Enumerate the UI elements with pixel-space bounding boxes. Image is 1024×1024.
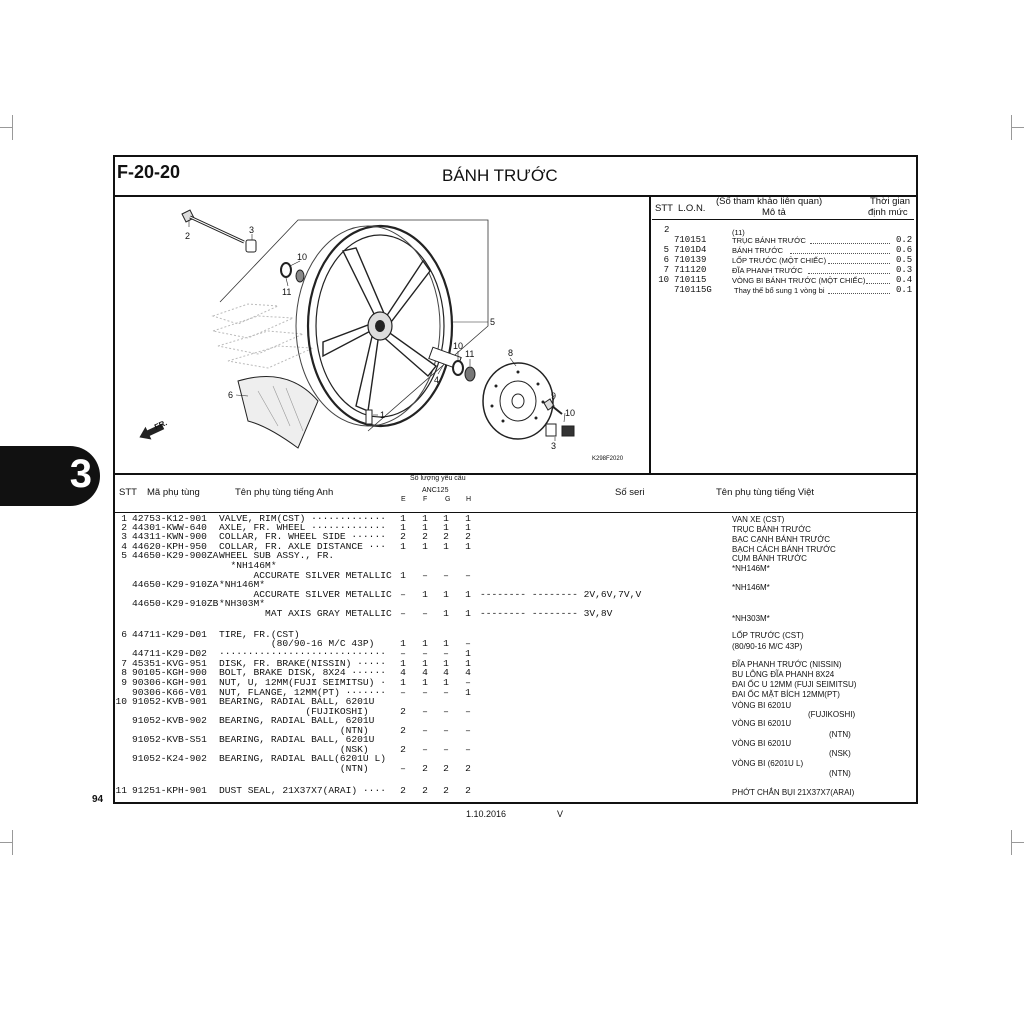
part-stt: 2: [121, 522, 127, 533]
part-name-vn: VÒNG BI 6201U: [732, 701, 792, 710]
page-number: 94: [92, 794, 104, 805]
part-qty: 2: [465, 531, 471, 542]
part-name-vn: VAN XE (CST): [732, 515, 785, 524]
part-qty: 1: [465, 541, 471, 552]
labor-stt: 6: [663, 255, 669, 265]
part-qty: 1: [443, 658, 449, 669]
part-qty: 1: [422, 522, 428, 533]
part-qty: 1: [400, 658, 406, 669]
part-qty: 4: [400, 667, 406, 678]
part-qty: –: [422, 648, 428, 659]
part-name-en: ACCURATE SILVER METALLIC: [219, 570, 392, 581]
part-name-vn: TRỤC BÁNH TRƯỚC: [732, 525, 811, 534]
labor-lon: 710151: [674, 235, 707, 245]
part-qty: 2: [400, 785, 406, 796]
labor-time: 0.1: [896, 285, 913, 295]
part-name-en: (FUJIKOSHI): [219, 706, 369, 717]
part-name-en: (80/90-16 M/C 43P): [219, 638, 375, 649]
callout-11: 11: [282, 287, 292, 297]
part-number: 45351-KVG-951: [132, 658, 207, 669]
labor-time: 0.2: [896, 235, 913, 245]
labor-leader: [828, 293, 890, 294]
part-name-vn: ĐĨA PHANH TRƯỚC (NISSIN): [732, 660, 842, 669]
callout-3: 3: [249, 225, 255, 235]
part-name-vn: BẠCH CÁCH BÁNH TRƯỚC: [732, 545, 836, 554]
part-name-vn: *NH146M*: [732, 564, 770, 573]
labor-desc: LỐP TRƯỚC (MỘT CHIẾC): [732, 256, 827, 265]
axle-nut: [562, 426, 574, 436]
parts-header-col-e: E: [401, 496, 406, 503]
crop-mark: [0, 842, 12, 843]
part-qty: –: [465, 638, 471, 649]
part-qty: –: [422, 608, 428, 619]
part-number: 44711-K29-D02: [132, 648, 207, 659]
part-qty: –: [443, 706, 449, 717]
callout-1: 1: [380, 410, 386, 420]
callout-5: 5: [490, 317, 496, 327]
parts-header-qty-title: Số lượng yêu cầu: [410, 475, 466, 482]
part-serial: -------- -------- 2V,6V,7V,V: [480, 589, 642, 600]
callout-3b: 3: [551, 441, 557, 451]
part-qty: –: [422, 725, 428, 736]
part-qty: 1: [422, 541, 428, 552]
section-tab: [0, 446, 100, 506]
crop-mark: [1012, 842, 1024, 843]
labor-lon: 710139: [674, 255, 707, 265]
part-qty: –: [422, 687, 428, 698]
section-tab-number: 3: [69, 452, 92, 496]
parts-header-name-vn: Tên phụ tùng tiếng Việt: [716, 487, 815, 498]
part-name-vn: (NTN): [829, 730, 851, 739]
divider: [649, 197, 651, 473]
labor-header-ref: (Số tham khảo liên quan): [716, 196, 823, 207]
labor-time: 0.3: [896, 265, 913, 275]
labor-stt: 7: [663, 265, 669, 275]
part-qty: 1: [422, 513, 428, 524]
part-qty: –: [465, 677, 471, 688]
part-name-en: MAT AXIS GRAY METALLIC: [219, 608, 392, 619]
part-qty: 2: [465, 785, 471, 796]
labor-header-stt: STT: [655, 203, 673, 214]
part-number: 90105-KGH-900: [132, 667, 207, 678]
labor-time: 0.4: [896, 275, 913, 285]
wheel-illustration: [118, 196, 648, 468]
labor-desc: BÁNH TRƯỚC: [732, 246, 784, 255]
labor-group-ref: (11): [732, 228, 745, 237]
part-name-vn: ĐAI ỐC U 12MM (FUJI SEIMITSU): [732, 680, 857, 689]
parts-header-serial: Số seri: [615, 487, 645, 498]
part-qty: –: [465, 744, 471, 755]
part-number: 44650-K29-900ZA: [132, 550, 219, 561]
part-qty: –: [400, 687, 406, 698]
part-qty: 1: [422, 677, 428, 688]
page-code: F-20-20: [117, 162, 181, 182]
part-name-en: DISK, FR. BRAKE(NISSIN) ·····: [219, 658, 386, 669]
parts-header-part-no: Mã phụ tùng: [147, 487, 200, 498]
parts-header-model: ANC125: [422, 487, 449, 494]
part-qty: –: [400, 648, 406, 659]
rim-valve: [366, 410, 372, 424]
part-qty: –: [443, 725, 449, 736]
part-name-en: AXLE, FR. WHEEL ·············: [219, 522, 386, 533]
part-qty: 4: [422, 667, 428, 678]
part-qty: –: [400, 763, 406, 774]
part-number: 44301-KWW-640: [132, 522, 207, 533]
labor-header-desc: Mô tả: [762, 207, 786, 218]
brake-disc: [483, 363, 553, 439]
part-qty: 1: [465, 589, 471, 600]
axle-bolt: [182, 210, 244, 242]
part-stt: 5: [121, 550, 127, 561]
part-number: 91251-KPH-901: [132, 785, 207, 796]
part-qty: 2: [400, 531, 406, 542]
part-name-vn: CỤM BÁNH TRƯỚC: [732, 554, 807, 563]
part-name-vn: VÒNG BI 6201U: [732, 719, 792, 728]
part-name-vn: PHỚT CHẮN BỤI 21X37X7(ARAI): [732, 788, 855, 797]
part-name-en: DUST SEAL, 21X37X7(ARAI) ····: [219, 785, 386, 796]
parts-header-name-en: Tên phụ tùng tiếng Anh: [235, 487, 334, 498]
part-qty: 1: [443, 608, 449, 619]
part-number: 91052-KVB-S51: [132, 734, 207, 745]
part-qty: 2: [400, 725, 406, 736]
labor-desc: Thay thế bổ sung 1 vòng bi: [734, 286, 825, 295]
part-qty: 1: [465, 658, 471, 669]
part-qty: –: [465, 570, 471, 581]
part-name-en: BEARING, RADIAL BALL, 6201U: [219, 696, 375, 707]
callout-7: 8: [508, 348, 514, 358]
callout-4: 4: [434, 375, 440, 385]
part-stt: 9: [121, 677, 127, 688]
part-name-vn: BU LÔNG ĐĨA PHANH 8X24: [732, 670, 835, 679]
part-name-vn: BẠC CẠNH BÁNH TRƯỚC: [732, 535, 830, 544]
honda-wing-watermark: [213, 304, 313, 368]
labor-leader: [866, 283, 890, 284]
part-qty: 1: [400, 522, 406, 533]
part-qty: –: [465, 725, 471, 736]
part-name-vn: (NSK): [829, 749, 851, 758]
part-name-en: *NH146M*: [219, 579, 266, 590]
parts-header-col-h: H: [466, 496, 472, 503]
part-name-en: ·····························: [219, 648, 386, 659]
labor-group-stt: 2: [664, 225, 670, 235]
part-name-en: BEARING, RADIAL BALL(6201U L): [219, 753, 386, 764]
parts-header-col-g: G: [445, 496, 451, 503]
callout-6: 6: [228, 390, 234, 400]
part-qty: –: [400, 608, 406, 619]
part-stt: 7: [121, 658, 127, 669]
part-number: 91052-KVB-901: [132, 696, 207, 707]
labor-lon: 710115: [674, 275, 707, 285]
callout-10: 10: [297, 252, 308, 262]
part-qty: 1: [400, 677, 406, 688]
part-name-en: *NH303M*: [219, 598, 266, 609]
part-qty: 1: [443, 638, 449, 649]
part-qty: 2: [400, 744, 406, 755]
crop-mark: [12, 830, 13, 855]
part-number: 91052-KVB-902: [132, 715, 207, 726]
part-name-en: BEARING, RADIAL BALL, 6201U: [219, 734, 375, 745]
crop-mark: [1011, 115, 1012, 140]
part-qty: –: [422, 570, 428, 581]
part-qty: –: [400, 589, 406, 600]
part-name-en: TIRE, FR.(CST): [219, 629, 300, 640]
part-name-en: WHEEL SUB ASSY., FR.: [219, 550, 335, 561]
part-qty: –: [422, 744, 428, 755]
part-number: 44650-K29-910ZA: [132, 579, 219, 590]
callout-10b: 10: [453, 341, 464, 351]
part-name-en: (NTN): [219, 763, 369, 774]
part-qty: 1: [443, 541, 449, 552]
labor-stt: 5: [663, 245, 669, 255]
labor-time: 0.6: [896, 245, 913, 255]
fr-label: FR.: [153, 418, 169, 432]
part-number: 90306-KGH-901: [132, 677, 207, 688]
labor-header-time2: định mức: [868, 207, 908, 218]
crop-mark: [1011, 830, 1012, 855]
part-stt: 10: [115, 696, 127, 707]
part-qty: –: [443, 648, 449, 659]
part-qty: 1: [443, 513, 449, 524]
labor-stt: 10: [658, 275, 669, 285]
crop-mark: [1012, 127, 1024, 128]
part-number: 44711-K29-D01: [132, 629, 207, 640]
part-stt: 3: [121, 531, 127, 542]
part-qty: 4: [465, 667, 471, 678]
part-qty: 2: [400, 706, 406, 717]
illustration-code: K298F2020: [592, 456, 624, 462]
print-date: 1.10.2016: [466, 809, 507, 819]
part-serial: -------- -------- 3V,8V: [480, 608, 613, 619]
part-qty: 1: [422, 638, 428, 649]
part-qty: 1: [422, 658, 428, 669]
part-stt: 6: [121, 629, 127, 640]
part-qty: 2: [422, 763, 428, 774]
part-stt: 4: [121, 541, 127, 552]
collar-3-bottom: [546, 424, 556, 436]
bearing-10-top: [281, 263, 291, 277]
part-qty: 1: [465, 687, 471, 698]
labor-header-lon: L.O.N.: [678, 203, 706, 214]
part-qty: 1: [443, 589, 449, 600]
part-stt: 1: [121, 513, 127, 524]
part-qty: –: [443, 744, 449, 755]
part-name-en: ACCURATE SILVER METALLIC: [219, 589, 392, 600]
part-qty: 1: [443, 522, 449, 533]
callout-2: 2: [185, 231, 191, 241]
collar-3-top: [246, 240, 256, 252]
part-name-vn: (FUJIKOSHI): [808, 710, 856, 719]
part-qty: 2: [443, 785, 449, 796]
page-title: BÁNH TRƯỚC: [442, 166, 558, 185]
part-name-vn: *NH146M*: [732, 583, 770, 592]
part-name-en: BOLT, BRAKE DISK, 8X24 ······: [219, 667, 386, 678]
parts-header-col-f: F: [423, 496, 428, 503]
part-name-en: VALVE, RIM(CST) ·············: [219, 513, 386, 524]
part-qty: 2: [422, 785, 428, 796]
labor-leader: [810, 243, 890, 244]
callout-9: 10: [565, 408, 576, 418]
part-name-vn: ĐAI ỐC MẶT BÍCH 12MM(PT): [732, 690, 840, 699]
part-number: 44650-K29-910ZB: [132, 598, 219, 609]
part-qty: –: [465, 706, 471, 717]
part-qty: 1: [400, 513, 406, 524]
bearing-10-right: [453, 361, 463, 375]
part-qty: 2: [443, 531, 449, 542]
part-qty: 1: [465, 608, 471, 619]
part-name-vn: VÒNG BI (6201U L): [732, 759, 804, 768]
labor-header-time: Thời gian: [870, 196, 911, 207]
labor-time: 0.5: [896, 255, 913, 265]
part-name-en: NUT, FLANGE, 12MM(PT) ·······: [219, 687, 386, 698]
part-qty: 1: [400, 541, 406, 552]
labor-leader: [808, 273, 890, 274]
part-qty: –: [443, 570, 449, 581]
labor-leader: [790, 253, 890, 254]
part-name-en: (NSK): [219, 744, 369, 755]
labor-leader: [828, 263, 890, 264]
part-name-en: NUT, U, 12MM(FUJI SEIMITSU) ·: [219, 677, 386, 688]
part-number: 90306-K66-V01: [132, 687, 207, 698]
seal-11-right: [465, 367, 475, 381]
labor-desc: VÒNG BI BÁNH TRƯỚC (MỘT CHIẾC): [732, 276, 866, 285]
part-qty: 2: [443, 763, 449, 774]
part-qty: –: [422, 706, 428, 717]
part-qty: 1: [465, 522, 471, 533]
parts-header-stt: STT: [119, 487, 137, 498]
part-name-vn: (80/90-16 M/C 43P): [732, 642, 803, 651]
callout-11b: 11: [465, 349, 475, 359]
part-number: 44620-KPH-950: [132, 541, 207, 552]
part-qty: 2: [465, 763, 471, 774]
seal-11-top: [296, 270, 304, 282]
part-name-en: BEARING, RADIAL BALL, 6201U: [219, 715, 375, 726]
part-name-vn: *NH303M*: [732, 614, 770, 623]
part-qty: –: [443, 687, 449, 698]
labor-lon: 711120: [674, 265, 707, 275]
part-qty: 1: [400, 638, 406, 649]
labor-header-rule: [652, 219, 914, 220]
part-name-vn: (NTN): [829, 769, 851, 778]
part-stt: 8: [121, 667, 127, 678]
labor-desc: TRỤC BÁNH TRƯỚC: [732, 236, 806, 245]
crop-mark: [12, 115, 13, 140]
callout-8: 9: [551, 391, 557, 401]
tire-segment: [238, 377, 318, 449]
part-name-en: *NH146M*: [219, 560, 277, 571]
part-qty: 1: [465, 648, 471, 659]
part-number: 91052-K24-902: [132, 753, 207, 764]
part-name-vn: LỐP TRƯỚC (CST): [732, 631, 804, 640]
part-qty: 2: [422, 531, 428, 542]
labor-desc: ĐĨA PHANH TRƯỚC: [732, 266, 803, 275]
part-qty: 1: [465, 513, 471, 524]
part-name-en: (NTN): [219, 725, 369, 736]
part-qty: 1: [443, 677, 449, 688]
part-qty: 1: [400, 570, 406, 581]
part-stt: 11: [115, 785, 127, 796]
crop-mark: [0, 127, 12, 128]
part-number: 44311-KWN-900: [132, 531, 207, 542]
labor-lon: 7101D4: [674, 245, 707, 255]
part-name-vn: VÒNG BI 6201U: [732, 739, 792, 748]
part-name-en: COLLAR, FR. WHEEL SIDE ······: [219, 531, 386, 542]
part-number: 42753-K12-901: [132, 513, 207, 524]
divider: [115, 473, 916, 475]
version: V: [557, 809, 564, 819]
part-qty: 1: [422, 589, 428, 600]
hub-center: [375, 320, 385, 332]
labor-lon: 710115G: [674, 285, 712, 295]
part-qty: 4: [443, 667, 449, 678]
part-name-en: COLLAR, FR. AXLE DISTANCE ···: [219, 541, 386, 552]
